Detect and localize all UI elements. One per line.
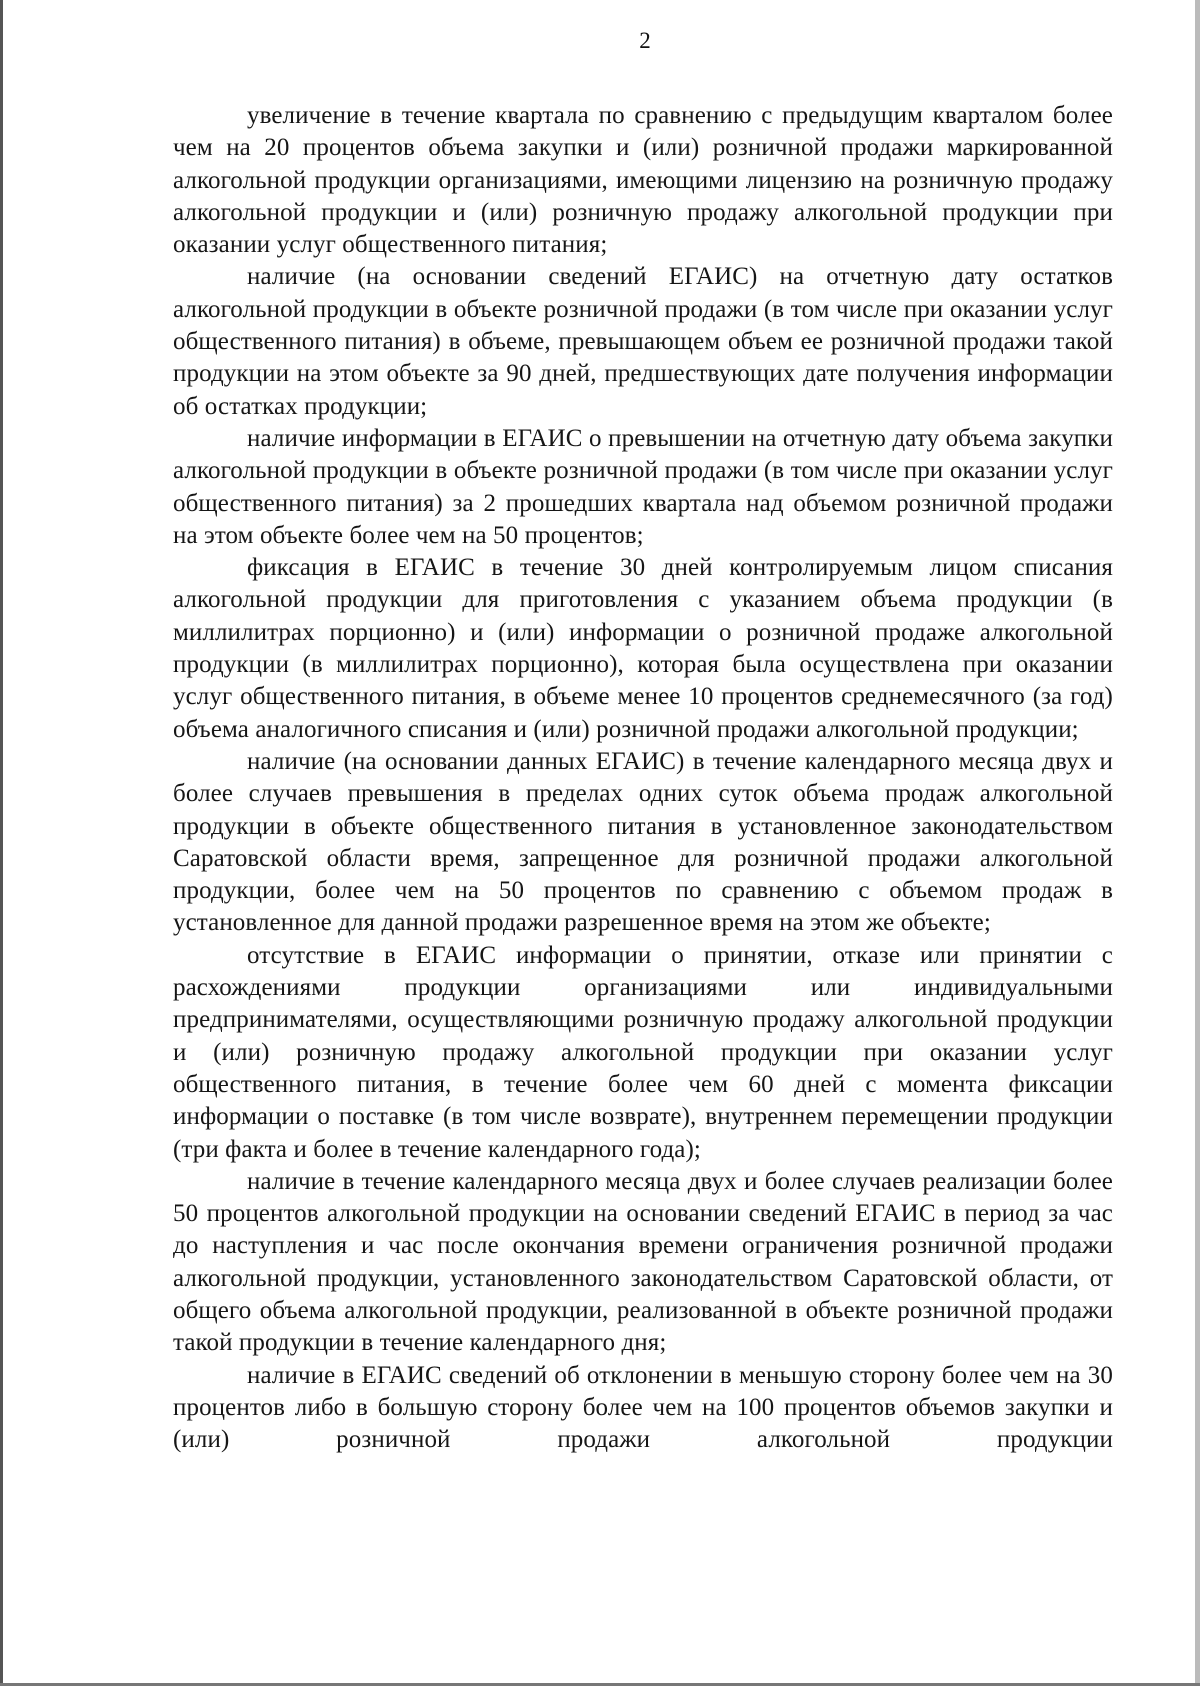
paragraph-quarterly-increase: увеличение в течение квартала по сравнению с предыдущим кварталом более чем на 20 процентов объема закупки и (или) розничной продажи маркированной алкогольной продукции организациями, имеющими лицензию на розничную продажу алкогольной продукции и (или) розничную продажу алкогольной продукции при оказании услуг общественного питания;: [173, 102, 1113, 259]
paragraph-hour-before-after: наличие в течение календарного месяца двух и более случаев реализации более 50 процентов алкогольной продукции на основании сведений ЕГАИС в период за час до наступления и час после окончания времени ограничения розничной продажи алкогольной продукции, установленного законодательством Саратовской области, от общего объема алкогольной продукции, реализованной в объекте розничной продажи такой продукции в течение календарного дня;: [173, 1167, 1113, 1357]
page-number: 2: [639, 28, 651, 53]
paragraph-stock-excess: наличие (на основании сведений ЕГАИС) на отчетную дату остатков алкогольной продукции в объекте розничной продажи (в том числе при оказании услуг общественного питания) в объеме, превышающем объем ее розничной продажи такой продукции на этом объекте за 90 дней, предшествующих дате получения информации об остатках продукции;: [173, 263, 1113, 420]
paragraph-volume-deviation: наличие в ЕГАИС сведений об отклонении в меньшую сторону более чем на 30 процентов либо в большую сторону более чем на 100 процентов объемов закупки и (или) розничной продажи алкогольной продукции: [173, 1361, 1113, 1454]
paragraph-prohibited-time-sales: наличие (на основании данных ЕГАИС) в течение календарного месяца двух и более случаев превышения в пределах одних суток объема продаж алкогольной продукции в объекте общественного питания в установленное законодательством Саратовской области время, запрещенное для розничной продажи алкогольной продукции, более чем на 50 процентов по сравнению с объемом продаж в установленное для данной продажи разрешенное время на этом же объекте;: [173, 747, 1113, 937]
paragraph-missing-acceptance: отсутствие в ЕГАИС информации о принятии, отказе или принятии с расхождениями продукции организациями или индивидуальными предпринимателями, осуществляющими розничную продажу алкогольной продукции и (или) розничную продажу алкогольной продукции при оказании услуг общественного питания, в течение более чем 60 дней с момента фиксации информации о поставке (в том числе возврате), внутреннем перемещении продукции (три факта и более в течение календарного года);: [173, 941, 1113, 1163]
paragraph-purchase-excess: наличие информации в ЕГАИС о превышении на отчетную дату объема закупки алкогольной продукции в объекте розничной продажи (в том числе при оказании услуг общественного питания) за 2 прошедших квартала над объемом розничной продажи на этом объекте более чем на 50 процентов;: [173, 424, 1113, 549]
scan-edge-right: [1195, 0, 1200, 1686]
paragraph-write-off-fixation: фиксация в ЕГАИС в течение 30 дней контролируемым лицом списания алкогольной продукции для приготовления с указанием объема продукции (в миллилитрах порционно) и (или) информации о розничной продаже алкогольной продукции (в миллилитрах порционно), которая была осуществлена при оказании услуг общественного питания, в объеме менее 10 процентов среднемесячного (за год) объема аналогичного списания и (или) розничной продажи алкогольной продукции;: [173, 554, 1113, 743]
document-body: [173, 100, 1113, 1456]
scan-edge-left: [0, 0, 3, 1686]
